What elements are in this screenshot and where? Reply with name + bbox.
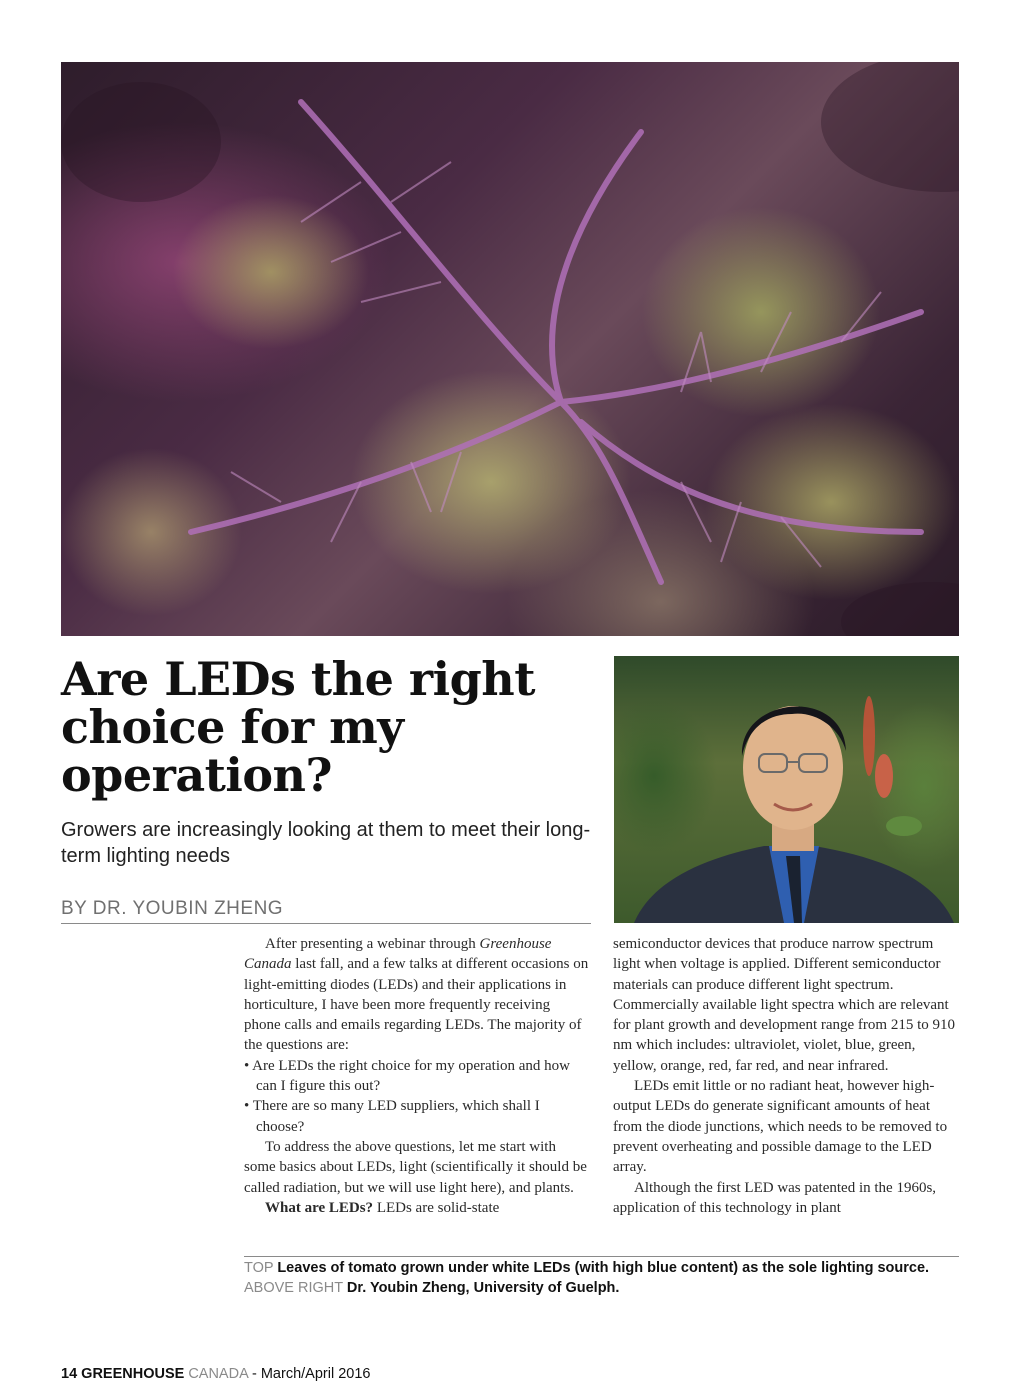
article-byline: BY DR. YOUBIN ZHENG (61, 898, 591, 924)
caption-label: ABOVE RIGHT (244, 1280, 343, 1296)
body-text: After presenting a webinar through (265, 936, 480, 952)
body-column-2 (613, 934, 958, 1218)
bullet-item: • Are LEDs the right choice for my operation and how can I figure this out? (244, 1057, 570, 1095)
body-paragraph: semiconductor devices that produce narrow spectrum light when voltage is applied. Different semiconductor materials can produce different light spectrum. Commercially available light spectra which are relevant for plant growth and development range from 215 to 910 nm which includes: ultraviolet, violet, blue, green, yellow, orange, red, far red, and near infrared. (613, 936, 955, 1074)
body-paragraph (244, 1198, 589, 1218)
body-text: LEDs are solid-state (373, 1199, 500, 1216)
caption-top (244, 1258, 929, 1278)
magazine-name-light: CANADA (188, 1366, 248, 1382)
page-number: 14 (61, 1366, 78, 1382)
body-paragraph (244, 934, 589, 1056)
caption-above-right (244, 1278, 619, 1298)
caption-divider (244, 1256, 959, 1257)
caption-label: TOP (244, 1260, 274, 1276)
publication-name: Greenhouse Canada (244, 936, 552, 973)
tomato-leaves-photo (61, 62, 959, 636)
caption-text: Dr. Youbin Zheng, University of Guelph. (346, 1280, 620, 1296)
portrait-graphic (614, 656, 959, 923)
body-column-1 (244, 934, 589, 1218)
leaf-veins-graphic (61, 62, 959, 636)
author-portrait-photo (614, 656, 959, 923)
article-headline: Are LEDs the right choice for my operation? (61, 652, 535, 802)
bullet-item: • There are so many LED suppliers, which shall I choose? (244, 1098, 540, 1135)
page-folio (61, 1366, 370, 1382)
body-paragraph: Although the first LED was patented in the 1960s, application of this technology in plant (613, 1179, 937, 1216)
article-subheadline: Growers are increasingly looking at them to meet their long-term lighting needs (61, 819, 591, 867)
body-paragraph: LEDs emit little or no radiant heat, however high-output LEDs do generate significant amounts of heat from the diode junctions, which needs to be removed to prevent overheating and possible damage to the LED array. (613, 1078, 948, 1176)
caption-text: Leaves of tomato grown under white LEDs (with high blue content) as the sole lighting source. (277, 1260, 930, 1276)
body-paragraph: To address the above questions, let me start with some basics about LEDs, light (scientifically it should be called radiation, but we will use light here), and plants. (244, 1138, 587, 1196)
magazine-name-bold: GREENHOUSE (81, 1366, 185, 1382)
section-lead-in: What are LEDs? (265, 1199, 374, 1216)
issue-date: - March/April 2016 (251, 1366, 371, 1382)
body-text: last fall, and a few talks at different occasions on light-emitting diodes (LEDs) and their applications in horticulture, I have been more frequently receiving phone calls and emails regarding LEDs. The majority of the questions are: (244, 956, 589, 1054)
